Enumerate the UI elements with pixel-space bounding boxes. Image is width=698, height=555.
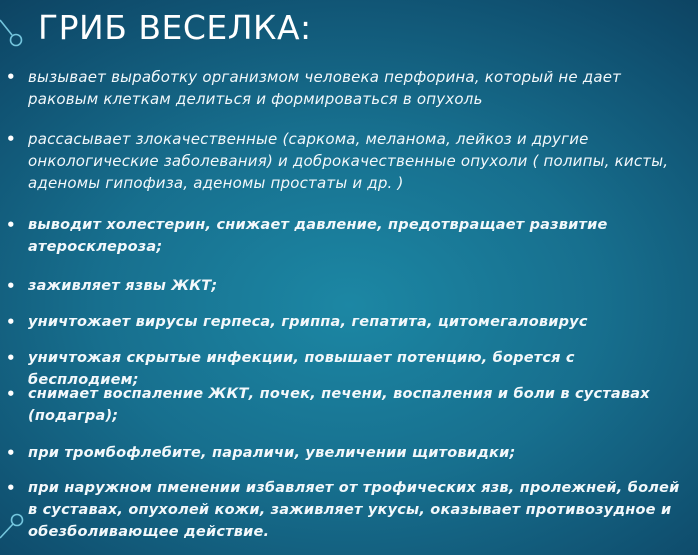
bullet-dot: • bbox=[6, 130, 16, 148]
slide-title: ГРИБ ВЕСЕЛКА: bbox=[38, 8, 312, 47]
bullet-dot: • bbox=[6, 479, 16, 497]
list-item-text: вызывает выработку организмом человека перфорина, который не дает раковым клеткам делиться и формироваться в опухоль bbox=[28, 68, 622, 108]
list-item-text: уничтожает вирусы герпеса, гриппа, гепатита, цитомегаловирус bbox=[28, 314, 588, 330]
list-item bbox=[6, 275, 692, 297]
list-item-text: уничтожая скрытые инфекции, повышает потенцию, борется с бесплодием; bbox=[28, 350, 575, 388]
bullet-dot: • bbox=[6, 444, 16, 462]
list-item-text: заживляет язвы ЖКТ; bbox=[28, 278, 218, 294]
list-item-text: при тромбофлебите, параличи, увеличении щитовидки; bbox=[28, 445, 516, 461]
list-item-text: выводит холестерин, снижает давление, предотвращает развитие атеросклероза; bbox=[28, 217, 608, 255]
bullet-dot: • bbox=[6, 385, 16, 403]
list-item bbox=[6, 214, 692, 258]
list-item bbox=[6, 477, 692, 543]
list-item-text: рассасывает злокачественные (саркома, меланома, лейкоз и другие онкологические заболевания) и доброкачественные опухоли ( полипы, кисты, аденомы гипофиза, аденомы простаты и др. ) bbox=[28, 130, 669, 192]
bullet-dot: • bbox=[6, 349, 16, 367]
deco-line-top bbox=[0, 20, 12, 35]
list-item-text: снимает воспаление ЖКТ, почек, печени, воспаления и боли в суставах (подагра); bbox=[28, 386, 650, 424]
list-item bbox=[6, 383, 692, 427]
list-item-text: при наружном пменении избавляет от трофических язв, пролежней, болей в суставах, опухолей кожи, заживляет укусы, оказывает противозудное и обезболивающее действие. bbox=[28, 480, 680, 540]
list-item bbox=[6, 442, 692, 464]
bullet-dot: • bbox=[6, 277, 16, 295]
list-item bbox=[6, 66, 692, 110]
list-item bbox=[6, 128, 692, 194]
list-item bbox=[6, 311, 692, 333]
bullet-dot: • bbox=[6, 313, 16, 331]
bullet-dot: • bbox=[6, 68, 16, 86]
bullet-dot: • bbox=[6, 216, 16, 234]
deco-circle-top bbox=[11, 35, 22, 46]
